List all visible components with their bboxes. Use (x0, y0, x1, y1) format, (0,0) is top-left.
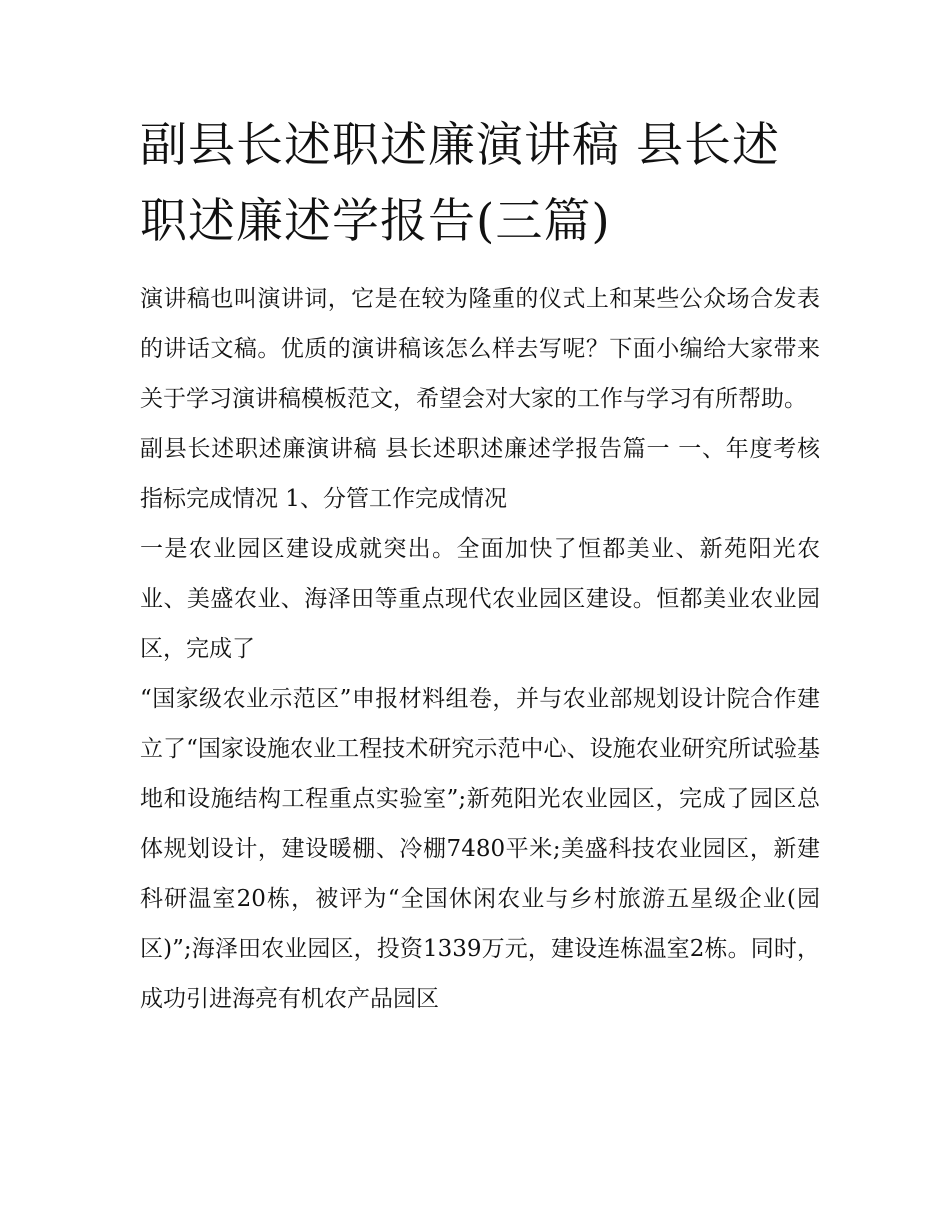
document-title: 副县长述职述廉演讲稿 县长述职述廉述学报告(三篇) (140, 118, 780, 249)
paragraph-agriculture-parks: 一是农业园区建设成就突出。全面加快了恒都美业、新苑阳光农业、美盛农业、海泽田等重点现代农业园区建设。恒都美业农业园区，完成了 (140, 536, 820, 662)
paragraph-park-details: “国家级农业示范区”申报材料组卷，并与农业部规划设计院合作建立了“国家设施农业工程技术研究示范中心、设施农业研究所试验基地和设施结构工程重点实验室”;新苑阳光农业园区，完成了园区总体规划设计，建设暖棚、冷棚7480平米;美盛科技农业园区，新建科研温室20栋，被评为“全国休闲农业与乡村旅游五星级企业(园区)”;海泽田农业园区，投资1339万元，建设连栋温室2栋。同时，成功引进海亮有机农产品园区 (140, 686, 820, 1012)
paragraph-intro: 演讲稿也叫演讲词，它是在较为隆重的仪式上和某些公众场合发表的讲话文稿。优质的演讲稿该怎么样去写呢？下面小编给大家带来关于学习演讲稿模板范文，希望会对大家的工作与学习有所帮助。 (140, 286, 820, 412)
paragraph-section-heading: 副县长述职述廉演讲稿 县长述职述廉述学报告篇一 一、年度考核指标完成情况 1、分管工作完成情况 (140, 436, 820, 512)
document-page (140, 108, 820, 1024)
